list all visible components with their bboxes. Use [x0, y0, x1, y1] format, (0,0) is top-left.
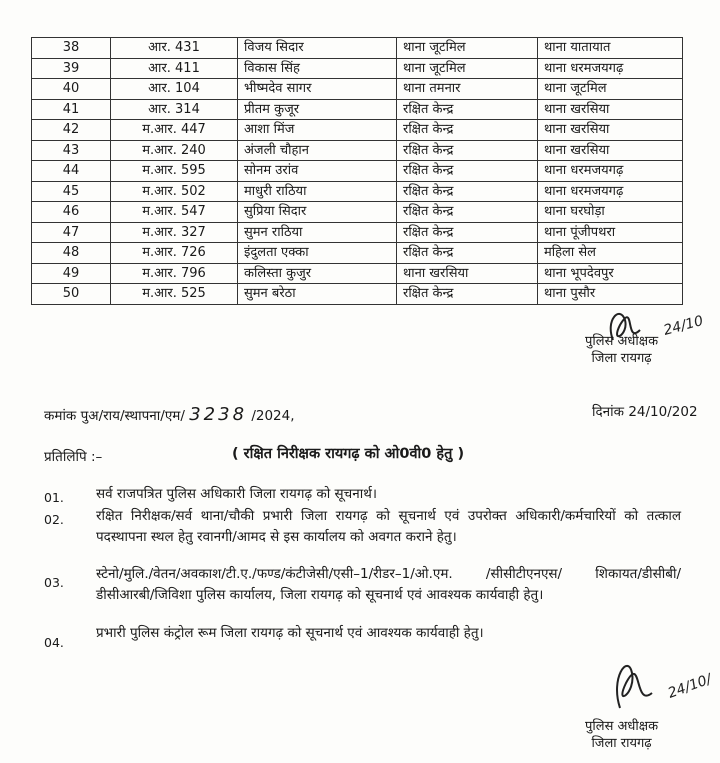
- serial-number: 42: [32, 120, 111, 141]
- copy-item: स्टेनो/मुलि./वेतन/अवकाश/टी.ए./फण्ड/कंटीजेसी/एसी–1/रीडर–1/ओ.एम. /सीसीटीएनएस/ शिकायत/डीसीबी/डीसीआरबी/जिविशा पुलिस कार्यालय, जिला रायगढ़ को सूचनार्थ एवं आवश्यक कार्यवाही हेतु।: [96, 566, 681, 603]
- posted-to: थाना खरसिया: [538, 120, 683, 141]
- posted-from: थाना तमनार: [397, 79, 538, 100]
- employee-id: म.आर. 525: [111, 284, 238, 305]
- copy-heading: ( रक्षित निरीक्षक रायगढ़ को ओ0वी0 हेतु ): [232, 446, 465, 462]
- posted-from: रक्षित केन्द्र: [397, 222, 538, 243]
- employee-id: म.आर. 327: [111, 222, 238, 243]
- employee-name: सुप्रिया सिदार: [238, 202, 397, 223]
- employee-name: प्रीतम कुजूर: [238, 99, 397, 120]
- employee-name: विकास सिंह: [238, 58, 397, 79]
- table-row: [32, 38, 683, 59]
- posted-from: रक्षित केन्द्र: [397, 99, 538, 120]
- posted-from: थाना जूटमिल: [397, 38, 538, 59]
- posted-from: रक्षित केन्द्र: [397, 181, 538, 202]
- employee-name: भीष्मदेव सागर: [238, 79, 397, 100]
- posted-from: रक्षित केन्द्र: [397, 284, 538, 305]
- posted-from: थाना जूटमिल: [397, 58, 538, 79]
- posted-to: थाना पूंजीपथरा: [538, 222, 683, 243]
- employee-name: माधुरी राठिया: [238, 181, 397, 202]
- posted-to: महिला सेल: [538, 243, 683, 264]
- serial-number: 44: [32, 161, 111, 182]
- signature-block-1: [585, 333, 658, 367]
- table-row: [32, 202, 683, 223]
- employee-id: आर. 314: [111, 99, 238, 120]
- posted-to: थाना भूपदेवपुर: [538, 263, 683, 284]
- table-row: [32, 99, 683, 120]
- posted-from: रक्षित केन्द्र: [397, 161, 538, 182]
- employee-name: अंजली चौहान: [238, 140, 397, 161]
- employee-name: इंदुलता एक्का: [238, 243, 397, 264]
- transfer-table: [31, 37, 683, 305]
- posted-to: थाना यातायात: [538, 38, 683, 59]
- posted-to: थाना पुसौर: [538, 284, 683, 305]
- table-row: [32, 263, 683, 284]
- table-row: [32, 161, 683, 182]
- copy-label: प्रतिलिपि :–: [44, 449, 103, 465]
- serial-number: 43: [32, 140, 111, 161]
- svg-text:24/10/: 24/10/: [665, 671, 714, 702]
- posted-to: थाना खरसिया: [538, 99, 683, 120]
- employee-id: म.आर. 240: [111, 140, 238, 161]
- employee-id: आर. 104: [111, 79, 238, 100]
- svg-text:24/10: 24/10: [661, 312, 706, 339]
- posted-to: थाना घरघोड़ा: [538, 202, 683, 223]
- serial-number: 39: [32, 58, 111, 79]
- table-row: [32, 243, 683, 264]
- employee-name: विजय सिदार: [238, 38, 397, 59]
- posted-to: थाना जूटमिल: [538, 79, 683, 100]
- serial-number: 47: [32, 222, 111, 243]
- serial-number: 40: [32, 79, 111, 100]
- item-number: 02.: [44, 512, 64, 527]
- employee-name: सोनम उरांव: [238, 161, 397, 182]
- employee-name: कलिस्ता कुजुर: [238, 263, 397, 284]
- posted-to: थाना धरमजयगढ़: [538, 161, 683, 182]
- employee-name: सुमन राठिया: [238, 222, 397, 243]
- copy-item: प्रभारी पुलिस कंट्रोल रूम जिला रायगढ़ को सूचनार्थ एवं आवश्यक कार्यवाही हेतु।: [96, 625, 484, 641]
- item-number: 01.: [44, 490, 64, 505]
- employee-name: सुमन बरेठा: [238, 284, 397, 305]
- posted-from: रक्षित केन्द्र: [397, 120, 538, 141]
- employee-id: म.आर. 726: [111, 243, 238, 264]
- posted-from: रक्षित केन्द्र: [397, 140, 538, 161]
- item-number: 04.: [44, 635, 64, 650]
- posted-from: थाना खरसिया: [397, 263, 538, 284]
- employee-id: आर. 411: [111, 58, 238, 79]
- table-row: [32, 284, 683, 305]
- serial-number: 46: [32, 202, 111, 223]
- employee-id: म.आर. 502: [111, 181, 238, 202]
- signatory-title: पुलिस अधीक्षक: [585, 334, 659, 349]
- serial-number: 48: [32, 243, 111, 264]
- serial-number: 49: [32, 263, 111, 284]
- posted-to: थाना धरमजयगढ़: [538, 181, 683, 202]
- table-row: [32, 58, 683, 79]
- serial-number: 41: [32, 99, 111, 120]
- employee-name: आशा मिंज: [238, 120, 397, 141]
- copy-item: रक्षित निरीक्षक/सर्व थाना/चौकी प्रभारी जिला रायगढ़ को सूचनार्थ एवं उपरोक्त अधिकारी/कर्मचारियों को तत्काल पदस्थापना स्थल हेतु रवानगी/आमद से इस कार्यालय को अवगत कराने हेतु।: [96, 508, 681, 545]
- serial-number: 38: [32, 38, 111, 59]
- signatory-title: पुलिस अधीक्षक: [585, 719, 659, 734]
- item-number: 03.: [44, 575, 64, 590]
- table-row: [32, 181, 683, 202]
- signature-block-2: [585, 718, 658, 752]
- serial-number: 45: [32, 181, 111, 202]
- table-row: [32, 79, 683, 100]
- posted-from: रक्षित केन्द्र: [397, 243, 538, 264]
- order-date: दिनांक 24/10/202: [592, 404, 698, 420]
- employee-id: म.आर. 595: [111, 161, 238, 182]
- posted-to: थाना धरमजयगढ़: [538, 58, 683, 79]
- posted-to: थाना खरसिया: [538, 140, 683, 161]
- employee-id: म.आर. 547: [111, 202, 238, 223]
- employee-id: म.आर. 447: [111, 120, 238, 141]
- copy-item: सर्व राजपत्रित पुलिस अधिकारी जिला रायगढ़ को सूचनार्थ।: [96, 486, 377, 502]
- employee-id: म.आर. 796: [111, 263, 238, 284]
- posted-from: रक्षित केन्द्र: [397, 202, 538, 223]
- signatory-district: जिला रायगढ़: [591, 351, 652, 366]
- serial-number: 50: [32, 284, 111, 305]
- order-number: कमांक पुअ/राय/स्थापना/एम/ 3238 /2024,: [44, 404, 295, 425]
- signature-scribble-2: [600, 648, 720, 718]
- table-row: [32, 222, 683, 243]
- employee-id: आर. 431: [111, 38, 238, 59]
- table-row: [32, 120, 683, 141]
- signatory-district: जिला रायगढ़: [591, 736, 652, 751]
- table-row: [32, 140, 683, 161]
